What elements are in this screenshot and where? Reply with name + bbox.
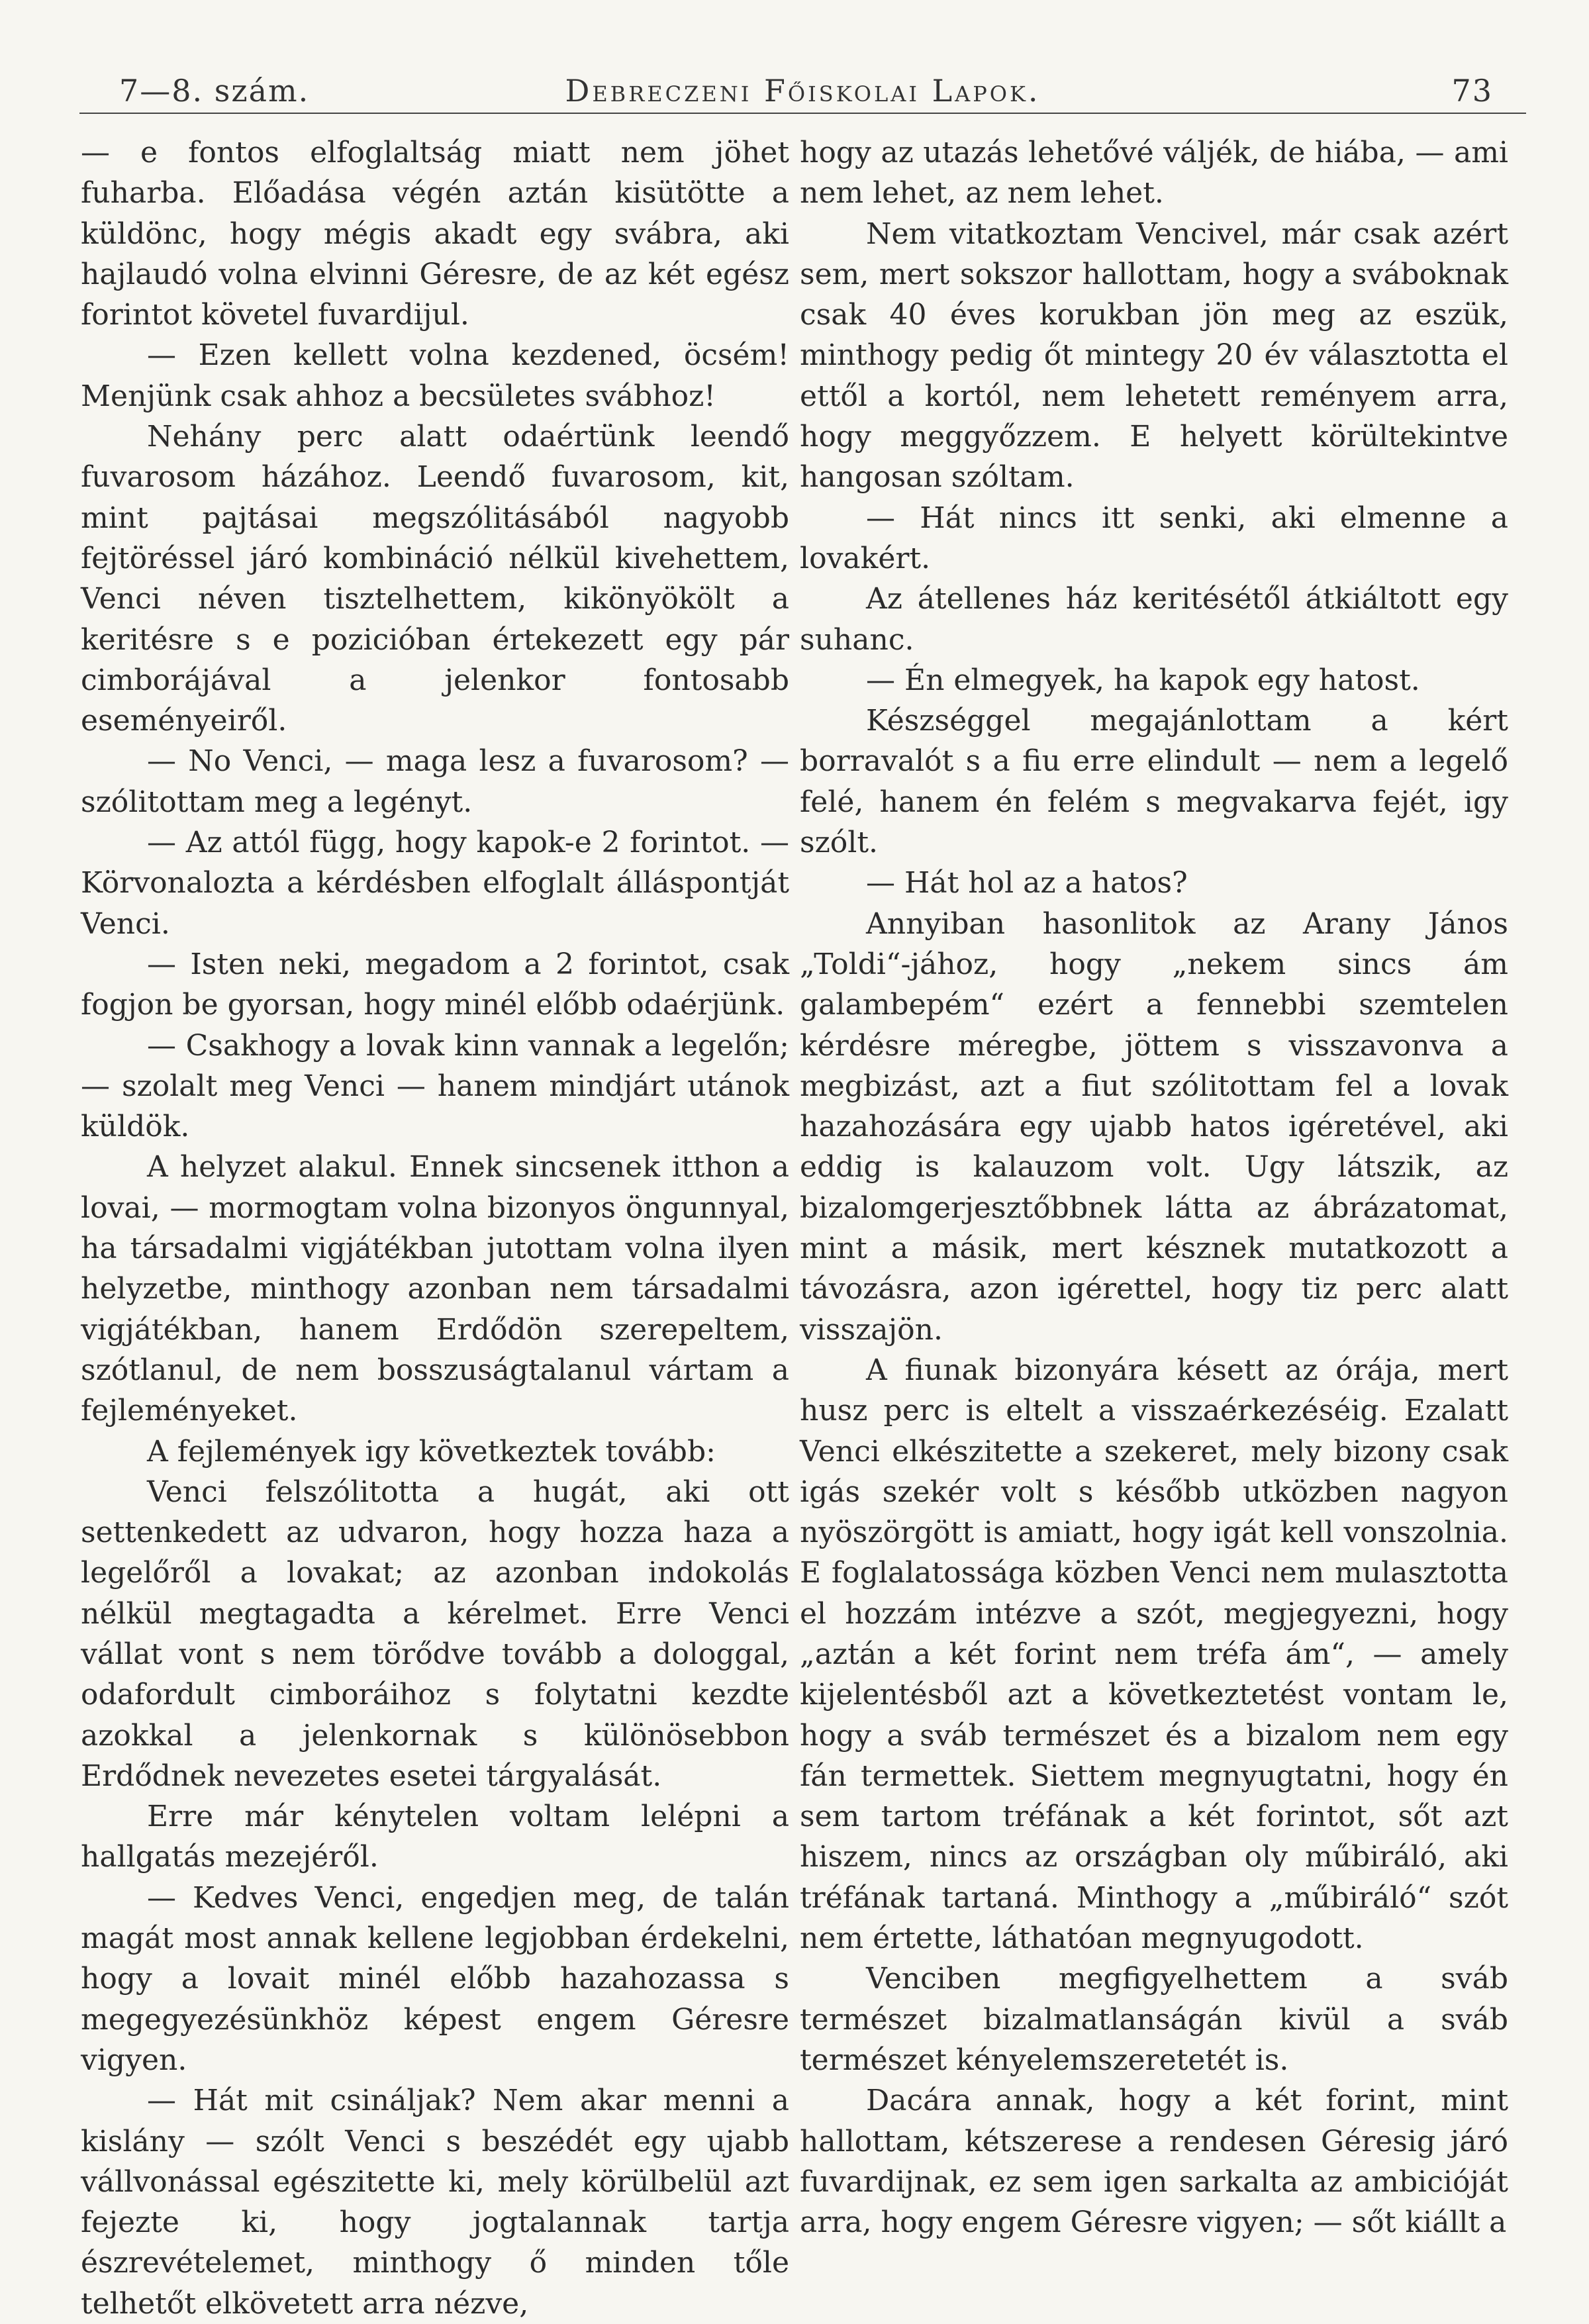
paragraph: — Én elmegyek, ha kapok egy hatost. bbox=[866, 663, 1420, 697]
paragraph: — Kedves Venci, engedjen meg, de talán magát most annak kellene legjobban érdekelni, hogy a lovait minél előbb hazahozassa s megegyezésünkhöz képest engem Géresre vigyen. bbox=[81, 1880, 789, 2077]
paragraph: hogy az utazás lehetővé váljék, de hiába, — ami nem lehet, az nem lehet. bbox=[800, 136, 1508, 211]
paragraph: Nehány perc alatt odaértünk leendő fuvarosom házához. Leendő fuvarosom, kit, mint pajtásai megszólitásából nagyobb fejtöréssel járó kombináció nélkül kivehettem, Venci néven tisztelhettem, kikönyökölt a keritésre s e pozicióban értekezett egy pár cimborájával a jelenkor fontosabb eseményeiről. bbox=[81, 420, 789, 738]
paragraph: Erre már kénytelen voltam lelépni a hallgatás mezejéről. bbox=[81, 1800, 789, 1874]
paragraph: Venci felszólitotta a hugát, aki ott settenkedett az udvaron, hogy hozza haza a legelőről a lovakat; az azonban indokolás nélkül megtagadta a kérelmet. Erre Venci vállat vont s nem törődve tovább a dologgal, odafordult cimboráihoz s folytatni kezdte azokkal a jelenkornak s különösebbon Erdődnek nevezetes esetei tárgyalását. bbox=[81, 1475, 789, 1793]
paragraph: — Hát nincs itt senki, aki elmenne a lovakért. bbox=[800, 501, 1508, 575]
paragraph: A fejlemények igy következtek tovább: bbox=[147, 1434, 716, 1469]
paragraph: Az átellenes ház keritésétől átkiáltott egy suhanc. bbox=[800, 582, 1508, 657]
paragraph: A fiunak bizonyára késett az órája, mert husz perc is eltelt a visszaérkezéséig. Ezalatt Venci elkészitette a szekeret, mely bizony csak igás szekér volt s később utközben nagyon nyöszörgött is amiatt, hogy igát kell vonszolnia. E foglalatossága közben Venci nem mulasztotta el hozzám intézve a szót, megjegyezni, hogy „aztán a két forint nem tréfa ám“, — amely kijelentésből azt a következtetést vontam le, hogy a sváb természet és a bizalom nem egy fán termettek. Siettem megnyugtatni, hogy én sem tartom tréfának a két forintot, sőt azt hiszem, nincs az országban oly műbiráló, aki tréfának tartaná. Minthogy a „műbiráló“ szót nem értette, láthatóan megnyugodott. bbox=[800, 1353, 1508, 1956]
paragraph: Annyiban hasonlitok az Arany János „Toldi“-jához, hogy „nekem sincs ám galambepém“ ezért a fennebbi szemtelen kérdésre méregbe, jöttem s visszavonva a megbizást, azt a fiut szólitottam fel a lovak hazahozására egy ujabb hatos igéretével, aki eddig is kalauzom volt. Ugy látszik, az bizalomgerjesztőbbnek látta az ábrázatomat, mint a másik, mert késznek mutatkozott a távozásra, azon igérettel, hogy tiz perc alatt visszajön. bbox=[800, 906, 1508, 1347]
paragraph: Venciben megfigyelhettem a sváb természet bizalmatlanságán kivül a sváb természet kényelemszeretetét is. bbox=[800, 1962, 1508, 2077]
paragraph: — Isten neki, megadom a 2 forintot, csak fogjon be gyorsan, hogy minél előbb odaérjünk. bbox=[81, 947, 789, 1022]
right-column bbox=[800, 132, 1508, 2243]
paragraph: — No Venci, — maga lesz a fuvarosom? — szólitottam meg a legényt. bbox=[81, 744, 789, 819]
paragraph: Dacára annak, hogy a két forint, mint hallottam, kétszerese a rendesen Géresig járó fuvardijnak, ez sem igen sarkalta az ambicióját arra, hogy engem Géresre vigyen; — sőt kiállt a bbox=[800, 2084, 1508, 2240]
paragraph: A helyzet alakul. Ennek sincsenek itthon a lovai, — mormogtam volna bizonyos öngunnyal, ha társadalmi vigjátékban jutottam volna ilyen helyzetbe, minthogy azonban nem társadalmi vigjátékban, hanem Erdődön szerepeltem, szótlanul, de nem bosszuságtalanul vártam a fejleményeket. bbox=[81, 1150, 789, 1428]
paragraph: — Az attól függ, hogy kapok-e 2 forintot. — Körvonalozta a kérdésben elfoglalt álláspontját Venci. bbox=[81, 826, 789, 941]
issue-number: 7—8. szám. bbox=[119, 73, 310, 109]
publication-title: Debreczeni Főiskolai Lapok. bbox=[565, 73, 1041, 109]
paragraph: — Csakhogy a lovak kinn vannak a legelőn; — szolalt meg Venci — hanem mindjárt utánok küldök. bbox=[81, 1028, 789, 1144]
left-column bbox=[81, 132, 789, 2324]
page-header bbox=[79, 66, 1526, 114]
paragraph: Nem vitatkoztam Vencivel, már csak azért sem, mert sokszor hallottam, hogy a sváboknak csak 40 éves korukban jön meg az eszük, minthogy pedig őt mintegy 20 év választotta el ettől a kortól, nem lehetett reményem arra, hogy meggyőzzem. E helyett körültekintve hangosan szóltam. bbox=[800, 217, 1508, 495]
paragraph: — Ezen kellett volna kezdened, öcsém! Menjünk csak ahhoz a becsületes svábhoz! bbox=[81, 338, 789, 413]
paragraph: — Hát mit csináljak? Nem akar menni a kislány — szólt Venci s beszédét egy ujabb vállvonással egészitette ki, mely körülbelül azt fejezte ki, hogy jogtalannak tartja észrevételemet, minthogy ő minden tőle telhetőt elkövetett arra nézve, bbox=[81, 2084, 789, 2321]
page-number: 73 bbox=[1451, 73, 1493, 109]
paragraph: — e fontos elfoglaltság miatt nem jöhet fuharba. Előadása végén aztán kisütötte a küldönc, hogy mégis akadt egy svábra, aki hajlaudó volna elvinni Géresre, de az két egész forintot követel fuvardijul. bbox=[81, 136, 789, 332]
paragraph: Készséggel megajánlottam a kért borravalót s a fiu erre elindult — nem a legelő felé, hanem én felém s megvakarva fejét, igy szólt. bbox=[800, 704, 1508, 860]
paragraph: — Hát hol az a hatos? bbox=[866, 866, 1188, 900]
